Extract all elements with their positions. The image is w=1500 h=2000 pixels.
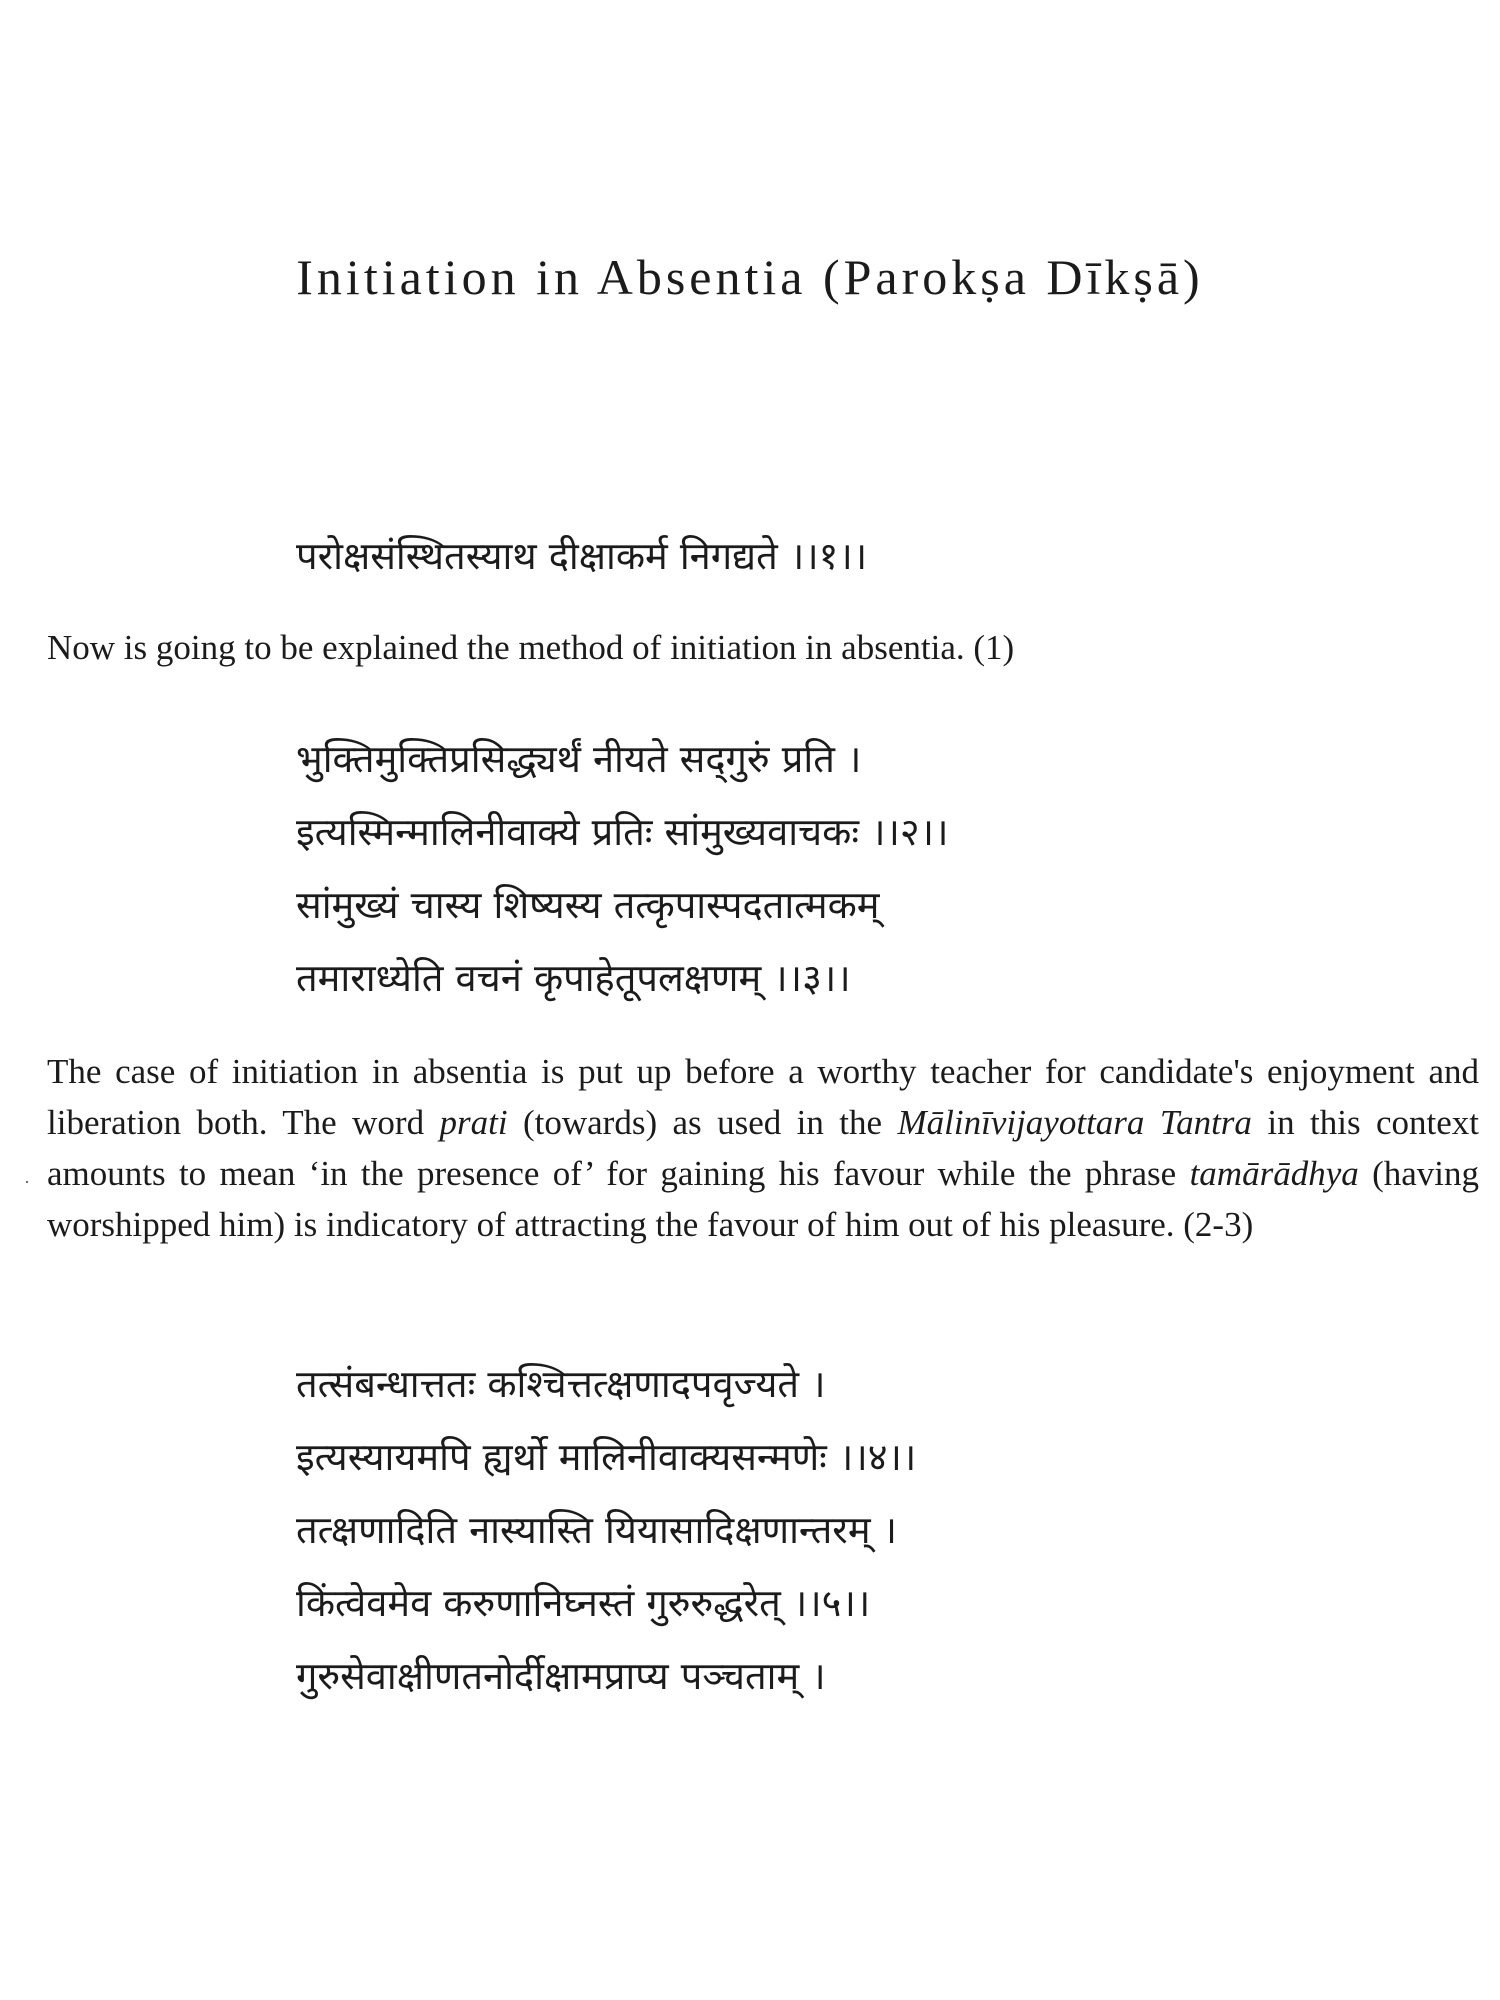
paragraph-text: (towards) as used in the — [507, 1103, 898, 1142]
verse-line: परोक्षसंस्थितस्याथ दीक्षाकर्म निगद्यते ।।१।। — [296, 534, 868, 578]
verse-line: इत्यस्यायमपि ह्यर्थो मालिनीवाक्यसन्मणेः ।।४।। — [296, 1435, 917, 1479]
verse-line: तत्संबन्धात्ततः कश्चित्तत्क्षणादपवृज्यते । — [296, 1362, 826, 1406]
verse-block-2 — [296, 723, 1446, 1015]
translation-paragraph-1: Now is going to be explained the method of initiation in absentia. (1) — [47, 628, 1015, 667]
text-title: Mālinīvijayottara Tantra — [897, 1103, 1252, 1142]
verse-line: किंत्वेवमेव करुणानिघ्नस्तं गुरुरुद्धरेत् ।।५।। — [296, 1581, 871, 1625]
verse-line: भुक्तिमुक्तिप्रसिद्ध्यर्थं नीयते सद्‌गुरुं प्रति । — [296, 737, 862, 781]
verse-line: गुरुसेवाक्षीणतनोर्दीक्षामप्राप्य पञ्चताम् । — [296, 1654, 826, 1698]
verse-line: तत्क्षणादिति नास्यास्ति यियासादिक्षणान्तरम् । — [296, 1508, 898, 1552]
verse-line: तमाराध्येति वचनं कृपाहेतूपलक्षणम् ।।३।। — [296, 956, 851, 1000]
sanskrit-term: prati — [439, 1103, 508, 1142]
verse-line: इत्यस्मिन्मालिनीवाक्ये प्रतिः सांमुख्यवाचकः ।।२।। — [296, 810, 949, 854]
paragraph-text: The case of initiation in absentia is put up before a worthy teacher for candidate's enjoyment and liberation both. The word — [47, 1052, 1479, 1142]
verse-line: सांमुख्यं चास्य शिष्यस्य तत्कृपास्पदतात्मकम् — [296, 883, 880, 927]
translation-paragraph-2 — [47, 1046, 1479, 1250]
paragraph-text: in this context amounts to mean ‘in the presence of’ for gaining his favour while the phrase — [47, 1103, 1480, 1193]
verse-block-3 — [296, 1348, 1446, 1713]
sanskrit-term: tamārādhya — [1189, 1154, 1359, 1193]
page-title: Initiation in Absentia (Parokṣa Dīkṣā) — [296, 249, 1204, 305]
stray-mark: · — [24, 1172, 30, 1192]
paragraph-text: (having worshipped him) is indicatory of attracting the favour of him out of his pleasure. (2-3) — [47, 1154, 1479, 1244]
verse-block-1 — [296, 520, 1446, 593]
